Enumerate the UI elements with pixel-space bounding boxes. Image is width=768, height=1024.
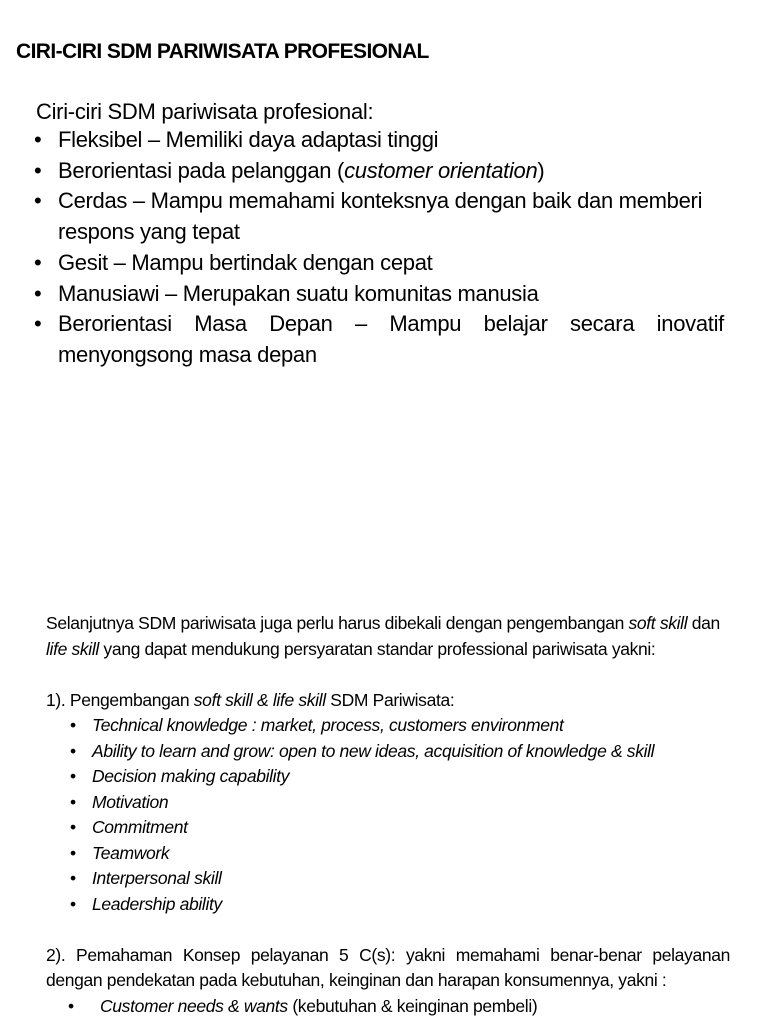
item-italic-text: customer orientation xyxy=(344,157,538,183)
skill-name: Ability to learn and grow: open to new ideas, acquisition of knowledge & skill xyxy=(92,740,655,761)
skill-name: Technical knowledge xyxy=(92,715,248,735)
spacer xyxy=(46,917,730,943)
needs-list xyxy=(46,994,730,1020)
item-text: ) xyxy=(537,157,545,183)
list-item xyxy=(46,815,730,841)
heading-text: 1). Pengembangan xyxy=(46,689,194,710)
bullet-icon: • xyxy=(34,280,42,306)
bullet-icon: • xyxy=(34,157,42,183)
skill-name: Commitment xyxy=(92,817,188,837)
intro-text: Ciri-ciri SDM pariwisata profesional: xyxy=(36,99,374,124)
list-item xyxy=(46,892,730,918)
skill-name: Teamwork xyxy=(92,842,170,863)
lower-section xyxy=(46,611,730,1019)
paragraph-text: yang dapat mendukung persyaratan standar professional pariwisata yakni: xyxy=(98,638,656,659)
bullet-icon: • xyxy=(70,740,76,761)
bullet-icon: • xyxy=(34,311,42,337)
heading-text: SDM Pariwisata: xyxy=(325,689,455,710)
bullet-icon: • xyxy=(34,249,42,275)
item-text: Manusiawi – Merupakan suatu komunitas manusia xyxy=(58,280,539,306)
bullet-icon: • xyxy=(68,995,74,1016)
item-text: Fleksibel – Memiliki daya adaptasi tinggi xyxy=(58,127,439,152)
skill-name: Leadership ability xyxy=(92,893,222,914)
list-item xyxy=(34,248,724,279)
skill-detail: : market, process, customers environment xyxy=(247,715,564,735)
skill-name: Interpersonal skill xyxy=(92,868,222,888)
list-item xyxy=(46,764,730,790)
spacer xyxy=(46,662,730,688)
bullet-icon: • xyxy=(70,893,76,914)
bullet-icon: • xyxy=(34,188,42,214)
bullet-icon: • xyxy=(70,766,76,786)
list-item xyxy=(46,841,730,867)
need-name: Customer needs & wants xyxy=(100,995,288,1016)
list-item xyxy=(46,790,730,816)
item-text: Berorientasi Masa Depan – Mampu belajar secara inovatif menyongsong masa depan xyxy=(58,311,724,367)
item-text: Cerdas – Mampu memahami konteksnya dengan baik dan memberi respons yang tepat xyxy=(58,188,703,245)
list-item xyxy=(46,739,730,765)
bullet-icon: • xyxy=(70,817,76,837)
paragraph-text: dan xyxy=(687,613,720,633)
item-text: Berorientasi pada pelanggan ( xyxy=(58,157,345,183)
bullet-icon: • xyxy=(34,127,42,152)
list-item xyxy=(46,713,730,739)
list-item xyxy=(34,125,724,156)
bullet-icon: • xyxy=(70,791,76,812)
list-item xyxy=(46,994,730,1020)
slide-title: CIRI-CIRI SDM PARIWISATA PROFESIONAL xyxy=(16,40,429,63)
further-paragraph xyxy=(46,611,730,662)
section-1-heading xyxy=(46,688,730,714)
bullet-icon: • xyxy=(70,868,76,888)
list-item xyxy=(34,309,724,370)
bullet-icon: • xyxy=(70,715,76,735)
bullet-icon: • xyxy=(70,842,76,863)
list-item xyxy=(46,866,730,892)
paragraph-italic: soft skill xyxy=(628,613,688,633)
skills-list xyxy=(46,713,730,917)
section-2-paragraph: 2). Pemahaman Konsep pelayanan 5 C(s): yakni memahami benar-benar pelayanan dengan pendekatan pada kebutuhan, keinginan dan harapan konsumennya, yakni : xyxy=(46,944,730,990)
paragraph-text: Selanjutnya SDM pariwisata juga perlu harus dibekali dengan pengembangan xyxy=(46,613,629,633)
list-item xyxy=(34,186,724,247)
heading-italic: soft skill & life skill xyxy=(193,689,326,710)
skill-name: Motivation xyxy=(92,791,169,812)
need-detail: (kebutuhan & keinginan pembeli) xyxy=(287,995,538,1016)
list-item xyxy=(34,279,724,310)
skill-name: Decision making capability xyxy=(92,766,290,786)
list-item xyxy=(34,156,724,187)
paragraph-italic: life skill xyxy=(46,638,99,659)
characteristics-list xyxy=(34,125,724,371)
item-text: Gesit – Mampu bertindak dengan cepat xyxy=(58,249,433,275)
